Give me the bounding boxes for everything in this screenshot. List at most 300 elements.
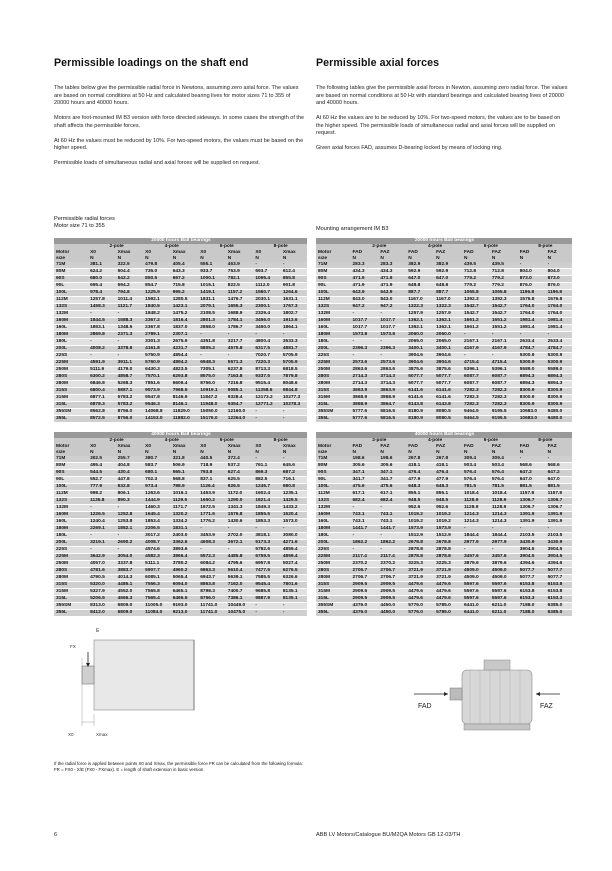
value-cell: 1551.2 [491, 325, 519, 332]
value-cell: 12160.0 [227, 409, 255, 416]
value-cell: 8713.3 [254, 367, 282, 374]
value-cell: 5589.0 [547, 367, 572, 374]
value-cell: 647.0 [547, 477, 572, 484]
value-cell: 855.8 [282, 276, 307, 283]
value-cell: 779.2 [491, 276, 519, 283]
value-cell: 5597.6 [463, 589, 491, 596]
value-cell: 1602.4 [254, 491, 282, 498]
value-cell: 1542.7 [463, 311, 491, 318]
faz-label: FAZ [540, 703, 553, 710]
value-cell: 6894.3 [547, 374, 572, 381]
value-cell: 8300.9 [519, 402, 547, 409]
value-cell: 7216.8 [227, 381, 255, 388]
value-cell: 735.0 [144, 269, 172, 276]
value-cell: 6441.0 [463, 603, 491, 610]
value-cell: 9547.8 [144, 395, 172, 402]
value-cell: - [227, 353, 255, 360]
value-cell: 2396.3 [351, 346, 379, 353]
unit-header: N [172, 256, 200, 262]
table-row [316, 568, 572, 575]
table-row [54, 519, 307, 526]
value-cell: 1764.0 [547, 311, 572, 318]
value-cell: 471.9 [379, 283, 407, 290]
value-cell: 1018.4 [491, 491, 519, 498]
value-cell: 6385.0 [547, 603, 572, 610]
value-cell: 6846.8 [89, 381, 117, 388]
value-cell: 5705.9 [282, 353, 307, 360]
value-cell: 682.4 [379, 498, 407, 505]
value-cell: 576.4 [491, 470, 519, 477]
value-cell: 1257.9 [435, 311, 463, 318]
motor-size-cell: 80M [316, 269, 351, 276]
column-header: FAZ [379, 444, 407, 450]
column-header: X0 [254, 444, 282, 450]
value-cell: 439.5 [463, 262, 491, 269]
motor-size-cell: 100L [316, 290, 351, 297]
motor-size-cell: 160M [54, 318, 89, 325]
value-cell: - [254, 610, 282, 617]
value-cell: 947.2 [379, 304, 407, 311]
value-cell: 3879.6 [463, 561, 491, 568]
value-cell: 1257.8 [89, 297, 117, 304]
motor-size-cell: 225S [54, 353, 89, 360]
value-cell: 8562.8 [89, 409, 117, 416]
value-cell: 8300.9 [547, 402, 572, 409]
motor-size-cell: 160M [316, 512, 351, 519]
motor-size-cell: 280M [54, 575, 89, 582]
value-cell: 503.4 [491, 463, 519, 470]
value-cell: 12173.2 [254, 395, 282, 402]
value-cell: 2403.0 [172, 533, 200, 540]
value-cell: 5320.0 [89, 582, 117, 589]
value-cell: 2269.1 [89, 526, 117, 533]
value-cell: 305.6 [379, 463, 407, 470]
value-cell: 568.6 [519, 463, 547, 470]
column-header: X0 [199, 444, 227, 450]
value-cell: 4591.9 [89, 360, 117, 367]
motor-size-cell: 132S [54, 498, 89, 505]
value-cell: 1981.4 [547, 318, 572, 325]
value-cell: 1171.7 [172, 505, 200, 512]
table-row [316, 388, 572, 395]
value-cell: 15176.0 [199, 416, 227, 423]
value-cell: 1129.5 [172, 498, 200, 505]
value-cell: 6894.3 [547, 381, 572, 388]
right-paragraph: The following tables give the permissible axial forces in Newton, assuming zero radial force. The values are based on normal conditions at 50 Hz with standard bearings and calculated bearing lives of 20000 and 40000 hours. [316, 85, 568, 107]
value-cell: 804.0 [547, 269, 572, 276]
value-cell: - [491, 547, 519, 554]
pole-header: 4-pole [407, 244, 463, 250]
value-cell: 5077.7 [519, 568, 547, 575]
value-cell: 6894.3 [519, 374, 547, 381]
value-cell: 680.0 [89, 276, 117, 283]
value-cell: 440.5 [199, 456, 227, 463]
value-cell: 948.5 [407, 498, 435, 505]
value-cell: - [282, 456, 307, 463]
value-cell: 3714.3 [379, 381, 407, 388]
value-cell: 255.7 [117, 456, 145, 463]
table-row [54, 346, 307, 353]
value-cell: 1837.0 [172, 325, 200, 332]
value-cell: 4790.5 [89, 575, 117, 582]
value-cell: 1011.4 [117, 297, 145, 304]
value-cell: 5077.7 [407, 381, 435, 388]
value-cell: 1771.5 [199, 512, 227, 519]
motor-size-cell: 112M [54, 491, 89, 498]
value-cell: 4479.6 [407, 596, 435, 603]
table-row [54, 463, 307, 470]
column-header: Motor [316, 444, 351, 450]
value-cell: 1362.1 [407, 318, 435, 325]
value-cell: 4881.7 [282, 346, 307, 353]
table-row [54, 610, 307, 617]
value-cell: 3400.1 [407, 346, 435, 353]
value-cell: 3450.0 [254, 325, 282, 332]
column-header: FAZ [491, 250, 519, 256]
value-cell: 6087.7 [463, 374, 491, 381]
value-cell: 302.5 [89, 456, 117, 463]
value-cell: 1019.2 [407, 519, 435, 526]
value-cell: 4823.5 [172, 367, 200, 374]
value-cell: 2909.5 [351, 596, 379, 603]
value-cell: 347.1 [379, 470, 407, 477]
value-cell: 3866.4 [172, 554, 200, 561]
value-cell: 3875.6 [435, 367, 463, 374]
motor-size-cell: 280M [316, 381, 351, 388]
value-cell: 1913.6 [282, 318, 307, 325]
motor-size-cell: 355L [54, 416, 89, 423]
pole-header: 6-pole [463, 438, 519, 444]
value-cell: 1786.7 [227, 325, 255, 332]
motor-size-cell: 90S [54, 470, 89, 477]
value-cell: 4795.6 [227, 561, 255, 568]
value-cell: 471.9 [351, 276, 379, 283]
value-cell: 1764.0 [519, 304, 547, 311]
value-cell: 1650.2 [199, 498, 227, 505]
value-cell: 3219.1 [89, 540, 117, 547]
column-header: FAD [463, 444, 491, 450]
value-cell: 1573.9 [407, 526, 435, 533]
value-cell: 1853.1 [89, 325, 117, 332]
unit-header: size [316, 450, 351, 456]
value-cell: 2706.7 [351, 575, 379, 582]
value-cell: 267.8 [435, 456, 463, 463]
shaft-diagram [62, 618, 232, 744]
motor-size-cell: 180M [316, 526, 351, 533]
value-cell: 283.3 [379, 262, 407, 269]
value-cell: 2909.5 [351, 589, 379, 596]
value-cell: 9193.0 [172, 603, 200, 610]
motor-size-cell: 112M [54, 297, 89, 304]
table-row [54, 381, 307, 388]
motor-size-cell: 90S [316, 276, 351, 283]
value-cell: 1688.9 [227, 311, 255, 318]
value-cell: 11882.0 [172, 416, 200, 423]
value-cell: 1196.8 [547, 290, 572, 297]
value-cell: 743.1 [351, 512, 379, 519]
right-caption: Mounting arrangement IM B3 [316, 226, 389, 232]
value-cell: - [463, 353, 491, 360]
value-cell: 667.2 [172, 276, 200, 283]
value-cell: 2878.8 [407, 554, 435, 561]
value-cell: - [199, 353, 227, 360]
table-row [316, 367, 572, 374]
pole-header: 8-pole [519, 244, 572, 250]
value-cell: 11358.6 [254, 388, 282, 395]
value-cell: 4376.0 [351, 603, 379, 610]
value-cell: 2300.1 [254, 304, 282, 311]
value-cell: 382.9 [407, 262, 435, 269]
value-cell: 5111.9 [89, 367, 117, 374]
table-row [316, 297, 572, 304]
value-cell: 576.4 [463, 470, 491, 477]
value-cell: 7188.0 [519, 610, 547, 617]
value-cell: 6084.2 [199, 561, 227, 568]
value-cell: 4960.2 [172, 568, 200, 575]
table-row [316, 589, 572, 596]
value-cell: 3533.3 [282, 339, 307, 346]
table-row [54, 505, 307, 512]
value-cell: 998.2 [89, 491, 117, 498]
value-cell: 3217.7 [227, 339, 255, 346]
value-cell: 2977.9 [463, 540, 491, 547]
value-cell: 3721.9 [435, 575, 463, 582]
value-cell: 1362.1 [435, 318, 463, 325]
motor-size-cell: 355L [54, 610, 89, 617]
value-cell: 3337.8 [117, 561, 145, 568]
value-cell: 305.6 [351, 463, 379, 470]
value-cell: 1019.2 [407, 512, 435, 519]
value-cell: 2863.6 [379, 367, 407, 374]
value-cell: 1551.2 [491, 318, 519, 325]
value-cell: 5610.4 [227, 568, 255, 575]
value-cell: - [282, 603, 307, 610]
value-cell: 8146.9 [172, 395, 200, 402]
value-cell: 1542.7 [491, 304, 519, 311]
value-cell: - [463, 526, 491, 533]
value-cell: 2103.5 [547, 533, 572, 540]
arrow-head [444, 692, 448, 696]
value-cell: 7282.3 [491, 402, 519, 409]
value-cell: 850.5 [144, 276, 172, 283]
value-cell: 5776.0 [407, 603, 435, 610]
value-cell: 3868.9 [351, 402, 379, 409]
value-cell: 6863.3 [199, 568, 227, 575]
table-title: 40000 hours Ball bearings [54, 432, 307, 438]
value-cell: 882.5 [254, 477, 282, 484]
table-row [316, 484, 572, 491]
table-row [54, 561, 307, 568]
value-cell: 648.3 [407, 484, 435, 491]
motor-body [462, 670, 532, 724]
value-cell: 8756.0 [199, 381, 227, 388]
value-cell: 5887.1 [117, 388, 145, 395]
table-row [316, 381, 572, 388]
value-cell: 1816.4 [172, 318, 200, 325]
value-cell: 9464.5 [463, 416, 491, 423]
value-cell: 3301.3 [144, 339, 172, 346]
unit-header: N [282, 450, 307, 456]
unit-header: N [351, 450, 379, 456]
value-cell: 7968.5 [172, 388, 200, 395]
value-cell: 4167.9 [491, 346, 519, 353]
value-cell: 4894.2 [172, 360, 200, 367]
unit-header: N [463, 256, 491, 262]
value-cell: 5785.0 [435, 610, 463, 617]
value-cell: 2633.4 [519, 339, 547, 346]
pole-header: 4-pole [144, 244, 199, 250]
value-cell: 2633.4 [547, 339, 572, 346]
value-cell: 4479.6 [407, 589, 435, 596]
value-cell: 2329.4 [254, 311, 282, 318]
value-cell: 2167.1 [463, 339, 491, 346]
value-cell: - [199, 547, 227, 554]
value-cell: 7879.8 [282, 374, 307, 381]
value-cell: 837.1 [199, 477, 227, 484]
value-cell: 7282.3 [463, 388, 491, 395]
table-row [54, 304, 307, 311]
value-cell: 380.7 [144, 456, 172, 463]
value-cell: 6276.5 [282, 568, 307, 575]
value-cell: - [117, 505, 145, 512]
value-cell: 267.8 [407, 456, 435, 463]
value-cell: - [199, 332, 227, 339]
value-cell: - [254, 416, 282, 423]
value-cell: 6809.0 [117, 603, 145, 610]
table-row [54, 332, 307, 339]
value-cell: 6317.5 [254, 346, 282, 353]
motor-size-cell: 225M [316, 554, 351, 561]
value-cell: 1764.0 [519, 311, 547, 318]
value-cell: 3362.6 [172, 540, 200, 547]
motor-size-cell: 100L [316, 484, 351, 491]
value-cell: 901.8 [282, 283, 307, 290]
unit-header: N [144, 256, 172, 262]
motor-size-cell: 280M [54, 381, 89, 388]
table-row [316, 519, 572, 526]
radial-table-40000 [54, 432, 307, 617]
value-cell: 682.4 [351, 498, 379, 505]
value-cell: 8048.6 [282, 381, 307, 388]
left-paragraph: Permissible loads of simultaneous radial and axial forces will be supplied on request. [54, 160, 261, 167]
value-cell: 624.2 [89, 269, 117, 276]
value-cell: 2690.2 [117, 540, 145, 547]
value-cell: 6211.0 [491, 603, 519, 610]
motor-size-cell: 90S [316, 470, 351, 477]
value-cell: - [89, 505, 117, 512]
unit-header: N [227, 256, 255, 262]
value-cell: 761.1 [254, 463, 282, 470]
value-cell: 476.4 [407, 470, 435, 477]
value-cell: 7163.8 [227, 374, 255, 381]
value-cell: - [519, 262, 547, 269]
value-cell: 5785.0 [435, 603, 463, 610]
motor-size-cell: 80M [316, 463, 351, 470]
value-cell: 471.9 [379, 276, 407, 283]
value-cell: 8300.9 [547, 395, 572, 402]
value-cell: 7565.8 [144, 589, 172, 596]
value-cell: 6153.3 [547, 596, 572, 603]
axial-table-20000 [316, 238, 572, 423]
unit-header: N [172, 450, 200, 456]
value-cell: 4161.8 [144, 346, 172, 353]
value-cell: 3642.9 [89, 554, 117, 561]
value-cell: 1252.8 [117, 512, 145, 519]
value-cell: 3225.3 [435, 561, 463, 568]
value-cell: 503.4 [463, 463, 491, 470]
motor-size-cell: 200L [54, 540, 89, 547]
value-cell: 8146.1 [172, 402, 200, 409]
motor-size-cell: 180L [54, 339, 89, 346]
unit-header: N [379, 450, 407, 456]
value-cell: 1167.0 [407, 297, 435, 304]
value-cell: 4485.1 [117, 582, 145, 589]
value-cell: - [227, 547, 255, 554]
table-row [54, 547, 307, 554]
value-cell: 1128.9 [491, 498, 519, 505]
value-cell: 9515.4 [254, 381, 282, 388]
unit-header: N [407, 256, 435, 262]
value-cell: 4552.0 [117, 589, 145, 596]
value-cell: 405.4 [172, 262, 200, 269]
value-cell: 1573.8 [351, 332, 379, 339]
value-cell: 9337.5 [254, 374, 282, 381]
value-cell: 565.1 [172, 470, 200, 477]
unit-header: N [379, 256, 407, 262]
value-cell: 1157.8 [519, 491, 547, 498]
value-cell: 1121.7 [117, 304, 145, 311]
value-cell: 876.0 [547, 283, 572, 290]
value-cell: 9546.3 [144, 402, 172, 409]
motor-feet [464, 724, 530, 730]
value-cell: - [491, 332, 519, 339]
pole-header: 8-pole [254, 244, 307, 250]
value-cell: 1391.9 [547, 519, 572, 526]
motor-size-cell: 80M [54, 269, 89, 276]
value-cell: 5589.0 [519, 367, 547, 374]
table-row [316, 332, 572, 339]
value-cell: 1065.8 [491, 290, 519, 297]
value-cell: 1000.1 [199, 276, 227, 283]
value-cell: 1849.3 [254, 505, 282, 512]
motor-size-cell: 355L [316, 610, 351, 617]
value-cell: 1864.1 [282, 325, 307, 332]
table-row [54, 409, 307, 416]
value-cell: 537.2 [227, 463, 255, 470]
motor-size-cell: 160M [54, 512, 89, 519]
table-row [316, 477, 572, 484]
value-cell: 2117.4 [379, 554, 407, 561]
value-cell: 1588.3 [117, 318, 145, 325]
table-row [316, 290, 572, 297]
motor-size-cell: 132S [316, 498, 351, 505]
value-cell: - [254, 603, 282, 610]
value-cell: 3904.5 [519, 554, 547, 561]
value-cell: 4485.8 [227, 554, 255, 561]
value-cell: 9887.9 [254, 596, 282, 603]
value-cell: 6211.0 [491, 610, 519, 617]
value-cell: 2909.5 [379, 589, 407, 596]
unit-header: N [547, 256, 572, 262]
value-cell: 9573.9 [144, 388, 172, 395]
value-cell: 1128.9 [463, 505, 491, 512]
value-cell: - [463, 547, 491, 554]
value-cell: 1831.1 [172, 526, 200, 533]
motor-size-cell: 132S [316, 304, 351, 311]
column-header: X0 [144, 444, 172, 450]
pole-header: 2-pole [351, 438, 407, 444]
value-cell: 869.3 [254, 470, 282, 477]
